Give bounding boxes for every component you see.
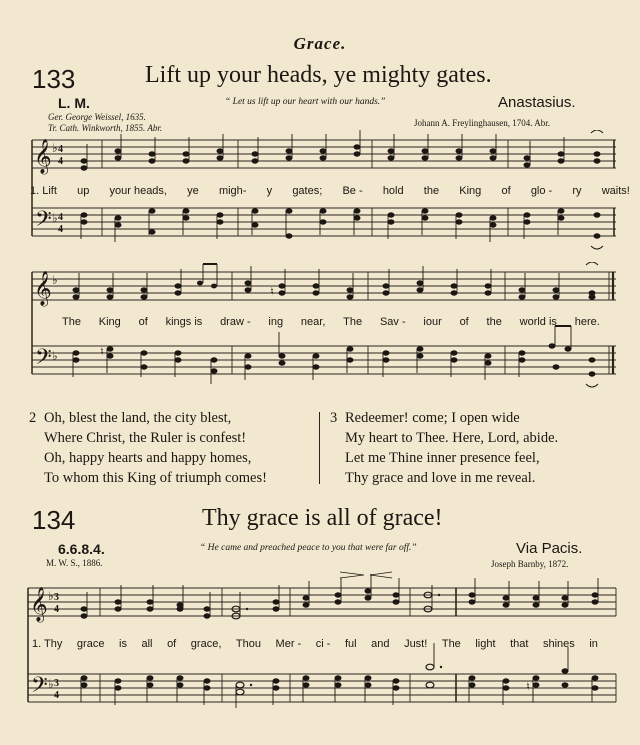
- lyric-word: Be -: [342, 185, 363, 197]
- svg-text:♭: ♭: [48, 677, 54, 691]
- lyric-word: grace,: [190, 638, 222, 650]
- lyric-word: the: [486, 316, 502, 328]
- verse-line: Oh, blest the land, the city blest,: [44, 410, 232, 426]
- verse-line: Thy grace and love in me reveal.: [345, 470, 536, 486]
- lyric-word: the: [423, 185, 440, 197]
- lyric-word: King: [459, 185, 482, 197]
- author-credit: M. W. S., 1886.: [46, 558, 103, 568]
- svg-text:𝄞: 𝄞: [34, 272, 52, 305]
- lyric-word: kings is: [165, 316, 203, 328]
- svg-text:3: 3: [54, 678, 59, 689]
- verse-number: 2: [29, 410, 37, 426]
- svg-text:𝄢: 𝄢: [31, 673, 48, 702]
- svg-text:4: 4: [58, 156, 63, 167]
- lyric-word: iour: [423, 316, 442, 328]
- svg-text:3: 3: [54, 592, 59, 603]
- verse-3: [345, 408, 558, 488]
- verse-line: Where Christ, the Ruler is confest!: [44, 430, 247, 446]
- hymn-meter: 6.6.8.4.: [58, 541, 105, 557]
- lyric-word: The: [441, 638, 461, 650]
- lyric-word: of: [501, 185, 511, 197]
- lyric-word: ry: [572, 185, 582, 197]
- lyric-word: 1. Lift: [30, 185, 57, 197]
- author-credit: Ger. George Weissel, 1635.: [48, 112, 146, 122]
- lyric-word: 1. Thy: [32, 638, 63, 650]
- lyric-word: ye: [187, 185, 199, 197]
- lyric-word: of: [167, 638, 177, 650]
- svg-text:𝄢: 𝄢: [35, 207, 52, 236]
- lyric-word: ful: [344, 638, 357, 650]
- lyric-word: The: [62, 316, 81, 328]
- lyric-word: Just!: [404, 638, 428, 650]
- verse-number: 3: [330, 410, 338, 426]
- svg-text:♮: ♮: [526, 681, 530, 693]
- lyric-word: that: [510, 638, 529, 650]
- svg-text:4: 4: [58, 212, 63, 223]
- lyric-word: grace: [76, 638, 105, 650]
- lyric-word: of: [138, 316, 148, 328]
- lyric-word: of: [459, 316, 469, 328]
- verse-line: Redeemer! come; I open wide: [345, 410, 520, 426]
- lyric-word: migh-: [218, 185, 247, 197]
- lyrics-line: [32, 638, 598, 650]
- lyric-word: King: [98, 316, 121, 328]
- lyric-word: world is: [519, 316, 557, 328]
- lyric-word: your heads,: [109, 185, 167, 197]
- hymn-meter: L. M.: [58, 95, 90, 111]
- composer-credit: Joseph Barnby, 1872.: [491, 559, 569, 569]
- svg-text:♭: ♭: [52, 211, 58, 225]
- lyric-word: and: [371, 638, 390, 650]
- lyric-word: light: [475, 638, 496, 650]
- svg-text:♭: ♭: [52, 141, 58, 155]
- verse-line: To whom this King of triumph comes!: [44, 470, 267, 486]
- svg-text:4: 4: [58, 144, 63, 155]
- hymn-number: 134: [32, 505, 76, 535]
- verse-line: Let me Thine inner presence feel,: [345, 450, 540, 466]
- svg-text:♮: ♮: [270, 286, 274, 298]
- lyric-word: y: [266, 185, 273, 197]
- hymn-motto: “ Let us lift up our heart with our hands.”: [225, 97, 386, 107]
- lyric-word: hold: [382, 185, 404, 197]
- lyric-word: ing: [268, 316, 284, 328]
- lyrics-line: [30, 185, 630, 197]
- hymn-title: Thy grace is all of grace!: [202, 505, 443, 531]
- lyric-word: Mer -: [275, 638, 302, 650]
- tune-name: Via Pacis.: [516, 540, 583, 557]
- lyric-word: glo -: [530, 185, 553, 197]
- lyric-word: Sav -: [379, 316, 406, 328]
- svg-text:𝄞: 𝄞: [34, 140, 52, 173]
- verse-2: [44, 408, 267, 488]
- lyrics-line: [62, 316, 600, 328]
- svg-text:𝄞: 𝄞: [30, 588, 48, 621]
- svg-text:4: 4: [54, 604, 59, 615]
- composer-credit: Johann A. Freylinghausen, 1704. Abr.: [414, 118, 550, 128]
- svg-text:4: 4: [58, 224, 63, 235]
- hymn-motto: “ He came and preached peace to you that were far off.”: [200, 543, 417, 553]
- lyric-word: is: [119, 638, 127, 650]
- lyric-word: up: [77, 185, 90, 197]
- lyric-word: near,: [300, 316, 326, 328]
- hymn-title: Lift up your heads, ye mighty gates.: [145, 62, 492, 88]
- lyric-word: Thou: [235, 638, 261, 650]
- svg-text:♮: ♮: [100, 346, 104, 358]
- svg-text:♭: ♭: [52, 349, 58, 363]
- lyric-word: ci -: [315, 638, 331, 650]
- lyric-word: shines: [543, 638, 575, 650]
- section-title: Grace.: [293, 34, 347, 53]
- verse-line: My heart to Thee. Here, Lord, abide.: [345, 430, 559, 446]
- verse-line: Oh, happy hearts and happy homes,: [44, 450, 252, 466]
- svg-text:♭: ♭: [52, 273, 58, 287]
- translator-credit: Tr. Cath. Winkworth, 1855. Abr.: [48, 123, 163, 133]
- lyric-word: in: [589, 638, 598, 650]
- hymn-number: 133: [32, 64, 76, 94]
- lyric-word: gates;: [292, 185, 323, 197]
- tune-name: Anastasius.: [498, 94, 576, 111]
- lyric-word: The: [343, 316, 363, 328]
- lyric-word: waits!: [601, 185, 630, 197]
- lyric-word: all: [141, 638, 153, 650]
- verse-divider: [319, 412, 320, 484]
- lyric-word: draw -: [220, 316, 251, 328]
- svg-text:𝄢: 𝄢: [35, 345, 52, 374]
- svg-text:♭: ♭: [48, 589, 54, 603]
- lyric-word: here.: [574, 316, 600, 328]
- svg-text:4: 4: [54, 690, 59, 701]
